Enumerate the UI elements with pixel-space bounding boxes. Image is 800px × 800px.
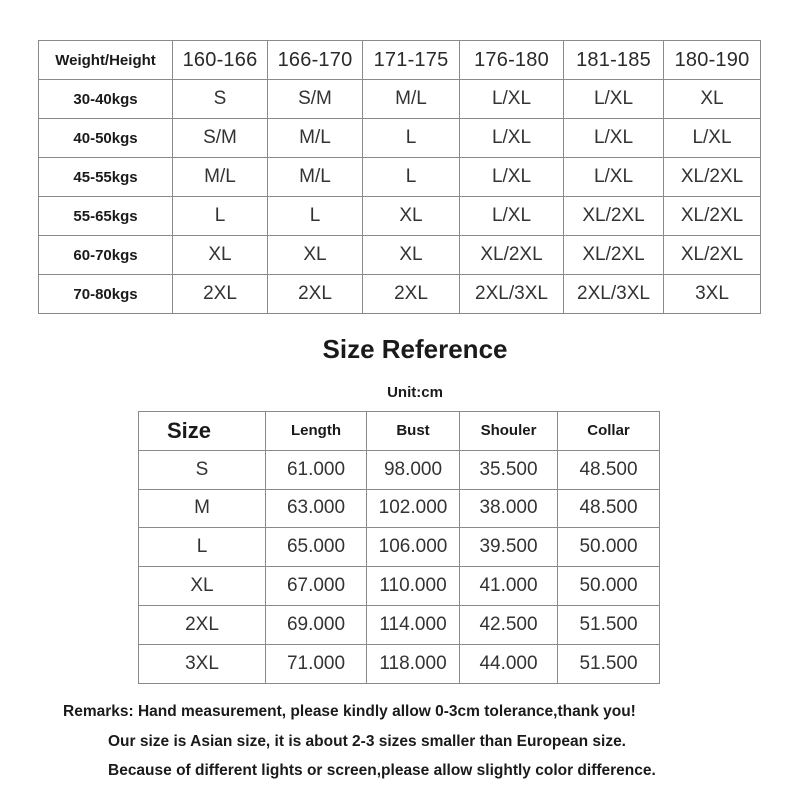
size-label: M — [139, 489, 266, 528]
column-header-length: Length — [266, 412, 367, 451]
size-cell: L/XL — [460, 80, 564, 119]
unit-label: Unit:cm — [387, 384, 443, 401]
weight-range-label: 40-50kgs — [39, 119, 173, 158]
size-cell: 3XL — [664, 275, 761, 314]
size-table-row — [139, 644, 660, 683]
size-cell: L/XL — [564, 119, 664, 158]
length-value: 71.000 — [266, 644, 367, 683]
height-range-header: 160-166 — [173, 41, 268, 80]
size-cell: 2XL — [363, 275, 460, 314]
size-cell: S/M — [268, 80, 363, 119]
size-cell: L/XL — [460, 119, 564, 158]
size-cell: XL/2XL — [564, 197, 664, 236]
chart-header-row — [39, 41, 761, 80]
length-value: 69.000 — [266, 605, 367, 644]
size-reference-title: Size Reference — [322, 334, 508, 364]
shoulder-value: 42.500 — [460, 605, 558, 644]
length-value: 63.000 — [266, 489, 367, 528]
length-value: 67.000 — [266, 567, 367, 606]
collar-value: 51.500 — [558, 605, 660, 644]
column-header-shoulder: Shouler — [460, 412, 558, 451]
shoulder-value: 38.000 — [460, 489, 558, 528]
size-cell: 2XL — [173, 275, 268, 314]
size-cell: 2XL/3XL — [460, 275, 564, 314]
remark-asian-size: Our size is Asian size, it is about 2-3 sizes smaller than European size. — [108, 733, 626, 750]
size-cell: XL/2XL — [460, 236, 564, 275]
size-cell: M/L — [363, 80, 460, 119]
chart-row — [39, 275, 761, 314]
length-value: 65.000 — [266, 528, 367, 567]
collar-value: 48.500 — [558, 450, 660, 489]
shoulder-value: 39.500 — [460, 528, 558, 567]
shoulder-value: 41.000 — [460, 567, 558, 606]
chart-row — [39, 236, 761, 275]
column-header-collar: Collar — [558, 412, 660, 451]
column-header-bust: Bust — [367, 412, 460, 451]
size-table-row — [139, 528, 660, 567]
height-range-header: 171-175 — [363, 41, 460, 80]
size-cell: XL/2XL — [664, 158, 761, 197]
size-cell: XL/2XL — [564, 236, 664, 275]
length-value: 61.000 — [266, 450, 367, 489]
chart-row — [39, 158, 761, 197]
remark-tolerance: Remarks: Hand measurement, please kindly allow 0-3cm tolerance,thank you! — [63, 703, 636, 720]
weight-range-label: 60-70kgs — [39, 236, 173, 275]
bust-value: 106.000 — [367, 528, 460, 567]
shoulder-value: 35.500 — [460, 450, 558, 489]
size-label: 2XL — [139, 605, 266, 644]
height-range-header: 180-190 — [664, 41, 761, 80]
size-cell: L/XL — [564, 158, 664, 197]
size-cell: S/M — [173, 119, 268, 158]
chart-row — [39, 197, 761, 236]
size-cell: L — [363, 119, 460, 158]
size-cell: M/L — [268, 158, 363, 197]
size-cell: XL — [363, 197, 460, 236]
size-cell: L — [173, 197, 268, 236]
size-cell: XL — [363, 236, 460, 275]
size-label: 3XL — [139, 644, 266, 683]
height-range-header: 181-185 — [564, 41, 664, 80]
shoulder-value: 44.000 — [460, 644, 558, 683]
size-cell: S — [173, 80, 268, 119]
size-cell: L/XL — [664, 119, 761, 158]
column-header-size: Size — [139, 412, 266, 451]
size-label: XL — [139, 567, 266, 606]
weight-range-label: 70-80kgs — [39, 275, 173, 314]
size-cell: 2XL — [268, 275, 363, 314]
remark-color-difference: Because of different lights or screen,please allow slightly color difference. — [108, 762, 656, 779]
size-cell: L — [363, 158, 460, 197]
weight-range-label: 55-65kgs — [39, 197, 173, 236]
size-cell: XL/2XL — [664, 197, 761, 236]
size-table-row — [139, 489, 660, 528]
size-cell: XL/2XL — [664, 236, 761, 275]
weight-height-size-chart — [38, 40, 761, 314]
height-range-header: 176-180 — [460, 41, 564, 80]
size-cell: XL — [664, 80, 761, 119]
height-range-header: 166-170 — [268, 41, 363, 80]
size-cell: L — [268, 197, 363, 236]
chart-row — [39, 119, 761, 158]
size-table-row — [139, 567, 660, 606]
collar-value: 50.000 — [558, 528, 660, 567]
chart-corner-label: Weight/Height — [39, 41, 173, 80]
bust-value: 110.000 — [367, 567, 460, 606]
size-cell: 2XL/3XL — [564, 275, 664, 314]
size-cell: L/XL — [564, 80, 664, 119]
size-reference-table — [138, 411, 660, 684]
size-cell: M/L — [268, 119, 363, 158]
collar-value: 50.000 — [558, 567, 660, 606]
size-cell: L/XL — [460, 197, 564, 236]
weight-range-label: 30-40kgs — [39, 80, 173, 119]
size-table-header-row — [139, 412, 660, 451]
size-label: S — [139, 450, 266, 489]
size-table-row — [139, 605, 660, 644]
collar-value: 51.500 — [558, 644, 660, 683]
size-cell: M/L — [173, 158, 268, 197]
size-cell: L/XL — [460, 158, 564, 197]
chart-row — [39, 80, 761, 119]
weight-range-label: 45-55kgs — [39, 158, 173, 197]
bust-value: 118.000 — [367, 644, 460, 683]
bust-value: 98.000 — [367, 450, 460, 489]
bust-value: 102.000 — [367, 489, 460, 528]
size-label: L — [139, 528, 266, 567]
size-cell: XL — [173, 236, 268, 275]
size-cell: XL — [268, 236, 363, 275]
collar-value: 48.500 — [558, 489, 660, 528]
size-table-row — [139, 450, 660, 489]
bust-value: 114.000 — [367, 605, 460, 644]
